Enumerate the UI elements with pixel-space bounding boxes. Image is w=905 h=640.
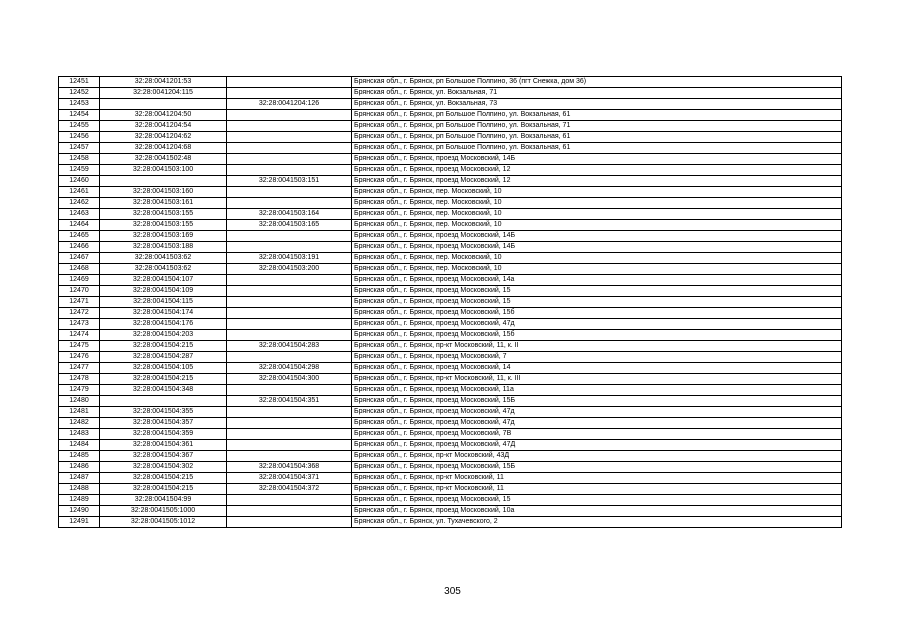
property-table-body: [59, 77, 842, 528]
address-cell: Брянская обл., г. Брянск, рп Большое Полпино, ул. Вокзальная, 61: [352, 143, 842, 154]
address-cell: Брянская обл., г. Брянск, пер. Московский, 10: [352, 253, 842, 264]
related-cadastral-number-cell: 32:28:0041503:164: [227, 209, 352, 220]
cadastral-number-cell: 32:28:0041503:100: [100, 165, 227, 176]
table-row: [59, 451, 842, 462]
related-cadastral-number-cell: [227, 275, 352, 286]
table-row: [59, 308, 842, 319]
table-row: [59, 352, 842, 363]
row-number-cell: 12452: [59, 88, 100, 99]
cadastral-number-cell: 32:28:0041201:53: [100, 77, 227, 88]
table-row: [59, 495, 842, 506]
cadastral-number-cell: 32:28:0041505:1012: [100, 517, 227, 528]
table-row: [59, 220, 842, 231]
address-cell: Брянская обл., г. Брянск, рп Большое Полпино, ул. Вокзальная, 61: [352, 132, 842, 143]
address-cell: Брянская обл., г. Брянск, пер. Московский, 10: [352, 220, 842, 231]
row-number-cell: 12453: [59, 99, 100, 110]
page-number: 305: [444, 586, 461, 597]
cadastral-number-cell: 32:28:0041504:105: [100, 363, 227, 374]
address-cell: Брянская обл., г. Брянск, проезд Московский, 47д: [352, 319, 842, 330]
cadastral-number-cell: [100, 99, 227, 110]
row-number-cell: 12468: [59, 264, 100, 275]
related-cadastral-number-cell: [227, 429, 352, 440]
table-row: [59, 209, 842, 220]
cadastral-number-cell: 32:28:0041504:203: [100, 330, 227, 341]
table-row: [59, 484, 842, 495]
row-number-cell: 12483: [59, 429, 100, 440]
related-cadastral-number-cell: [227, 187, 352, 198]
table-row: [59, 385, 842, 396]
table-row: [59, 374, 842, 385]
related-cadastral-number-cell: [227, 308, 352, 319]
row-number-cell: 12482: [59, 418, 100, 429]
cadastral-number-cell: 32:28:0041504:367: [100, 451, 227, 462]
row-number-cell: 12470: [59, 286, 100, 297]
row-number-cell: 12469: [59, 275, 100, 286]
row-number-cell: 12458: [59, 154, 100, 165]
row-number-cell: 12464: [59, 220, 100, 231]
cadastral-number-cell: 32:28:0041503:155: [100, 220, 227, 231]
cadastral-number-cell: 32:28:0041504:215: [100, 473, 227, 484]
cadastral-number-cell: 32:28:0041504:359: [100, 429, 227, 440]
related-cadastral-number-cell: [227, 165, 352, 176]
related-cadastral-number-cell: [227, 231, 352, 242]
address-cell: Брянская обл., г. Брянск, проезд Московский, 14: [352, 363, 842, 374]
cadastral-number-cell: [100, 176, 227, 187]
row-number-cell: 12480: [59, 396, 100, 407]
table-row: [59, 110, 842, 121]
address-cell: Брянская обл., г. Брянск, рп Большое Полпино, ул. Вокзальная, 61: [352, 110, 842, 121]
row-number-cell: 12477: [59, 363, 100, 374]
address-cell: Брянская обл., г. Брянск, проезд Московский, 11а: [352, 385, 842, 396]
related-cadastral-number-cell: [227, 517, 352, 528]
address-cell: Брянская обл., г. Брянск, проезд Московский, 15Б: [352, 396, 842, 407]
related-cadastral-number-cell: [227, 297, 352, 308]
table-row: [59, 429, 842, 440]
row-number-cell: 12487: [59, 473, 100, 484]
address-cell: Брянская обл., г. Брянск, проезд Московский, 7В: [352, 429, 842, 440]
address-cell: Брянская обл., г. Брянск, проезд Московский, 15Б: [352, 462, 842, 473]
table-row: [59, 330, 842, 341]
cadastral-number-cell: 32:28:0041504:355: [100, 407, 227, 418]
table-row: [59, 121, 842, 132]
row-number-cell: 12485: [59, 451, 100, 462]
related-cadastral-number-cell: [227, 330, 352, 341]
cadastral-number-cell: 32:28:0041503:161: [100, 198, 227, 209]
table-row: [59, 473, 842, 484]
cadastral-number-cell: 32:28:0041503:62: [100, 253, 227, 264]
table-row: [59, 165, 842, 176]
cadastral-number-cell: 32:28:0041503:160: [100, 187, 227, 198]
table-row: [59, 198, 842, 209]
row-number-cell: 12475: [59, 341, 100, 352]
table-row: [59, 418, 842, 429]
cadastral-number-cell: 32:28:0041504:215: [100, 341, 227, 352]
related-cadastral-number-cell: 32:28:0041503:151: [227, 176, 352, 187]
row-number-cell: 12473: [59, 319, 100, 330]
table-row: [59, 517, 842, 528]
table-row: [59, 341, 842, 352]
row-number-cell: 12455: [59, 121, 100, 132]
row-number-cell: 12461: [59, 187, 100, 198]
table-row: [59, 231, 842, 242]
table-row: [59, 176, 842, 187]
related-cadastral-number-cell: 32:28:0041503:200: [227, 264, 352, 275]
related-cadastral-number-cell: [227, 242, 352, 253]
cadastral-number-cell: 32:28:0041504:215: [100, 484, 227, 495]
row-number-cell: 12459: [59, 165, 100, 176]
table-row: [59, 286, 842, 297]
address-cell: Брянская обл., г. Брянск, проезд Московский, 10а: [352, 506, 842, 517]
related-cadastral-number-cell: 32:28:0041504:368: [227, 462, 352, 473]
related-cadastral-number-cell: 32:28:0041504:371: [227, 473, 352, 484]
address-cell: Брянская обл., г. Брянск, пер. Московский, 10: [352, 198, 842, 209]
related-cadastral-number-cell: 32:28:0041504:372: [227, 484, 352, 495]
address-cell: Брянская обл., г. Брянск, ул. Вокзальная, 73: [352, 99, 842, 110]
cadastral-number-cell: 32:28:0041504:302: [100, 462, 227, 473]
related-cadastral-number-cell: 32:28:0041504:283: [227, 341, 352, 352]
cadastral-number-cell: 32:28:0041204:115: [100, 88, 227, 99]
related-cadastral-number-cell: 32:28:0041504:298: [227, 363, 352, 374]
address-cell: Брянская обл., г. Брянск, ул. Тухачевского, 2: [352, 517, 842, 528]
row-number-cell: 12490: [59, 506, 100, 517]
related-cadastral-number-cell: [227, 495, 352, 506]
row-number-cell: 12472: [59, 308, 100, 319]
table-row: [59, 242, 842, 253]
related-cadastral-number-cell: [227, 110, 352, 121]
cadastral-number-cell: 32:28:0041504:174: [100, 308, 227, 319]
row-number-cell: 12489: [59, 495, 100, 506]
address-cell: Брянская обл., г. Брянск, проезд Московский, 15: [352, 286, 842, 297]
related-cadastral-number-cell: [227, 506, 352, 517]
address-cell: Брянская обл., г. Брянск, пер. Московский, 10: [352, 187, 842, 198]
address-cell: Брянская обл., г. Брянск, проезд Московский, 14а: [352, 275, 842, 286]
row-number-cell: 12488: [59, 484, 100, 495]
row-number-cell: 12454: [59, 110, 100, 121]
cadastral-number-cell: 32:28:0041204:54: [100, 121, 227, 132]
table-row: [59, 363, 842, 374]
related-cadastral-number-cell: 32:28:0041504:300: [227, 374, 352, 385]
related-cadastral-number-cell: 32:28:0041504:351: [227, 396, 352, 407]
address-cell: Брянская обл., г. Брянск, пер. Московский, 10: [352, 264, 842, 275]
related-cadastral-number-cell: [227, 154, 352, 165]
cadastral-number-cell: 32:28:0041505:1000: [100, 506, 227, 517]
row-number-cell: 12460: [59, 176, 100, 187]
table-row: [59, 297, 842, 308]
related-cadastral-number-cell: [227, 385, 352, 396]
row-number-cell: 12478: [59, 374, 100, 385]
property-table: [58, 76, 842, 528]
table-row: [59, 396, 842, 407]
address-cell: Брянская обл., г. Брянск, проезд Московский, 7: [352, 352, 842, 363]
address-cell: Брянская обл., г. Брянск, проезд Московский, 14Б: [352, 154, 842, 165]
table-row: [59, 275, 842, 286]
cadastral-number-cell: [100, 396, 227, 407]
address-cell: Брянская обл., г. Брянск, проезд Московский, 15: [352, 297, 842, 308]
related-cadastral-number-cell: [227, 143, 352, 154]
table-row: [59, 440, 842, 451]
table-row: [59, 88, 842, 99]
cadastral-number-cell: 32:28:0041204:62: [100, 132, 227, 143]
table-row: [59, 407, 842, 418]
related-cadastral-number-cell: [227, 407, 352, 418]
table-row: [59, 506, 842, 517]
cadastral-number-cell: 32:28:0041504:357: [100, 418, 227, 429]
cadastral-number-cell: 32:28:0041504:99: [100, 495, 227, 506]
address-cell: Брянская обл., г. Брянск, проезд Московский, 12: [352, 176, 842, 187]
address-cell: Брянская обл., г. Брянск, пр-кт Московский, 11, к. III: [352, 374, 842, 385]
address-cell: Брянская обл., г. Брянск, проезд Московский, 47д: [352, 418, 842, 429]
row-number-cell: 12471: [59, 297, 100, 308]
address-cell: Брянская обл., г. Брянск, проезд Московский, 47Д: [352, 440, 842, 451]
cadastral-number-cell: 32:28:0041504:109: [100, 286, 227, 297]
related-cadastral-number-cell: [227, 418, 352, 429]
related-cadastral-number-cell: [227, 440, 352, 451]
table-row: [59, 132, 842, 143]
address-cell: Брянская обл., г. Брянск, рп Большое Полпино, ул. Вокзальная, 71: [352, 121, 842, 132]
row-number-cell: 12457: [59, 143, 100, 154]
address-cell: Брянская обл., г. Брянск, пр-кт Московский, 43Д: [352, 451, 842, 462]
table-row: [59, 77, 842, 88]
row-number-cell: 12463: [59, 209, 100, 220]
table-row: [59, 99, 842, 110]
table-row: [59, 319, 842, 330]
cadastral-number-cell: 32:28:0041504:115: [100, 297, 227, 308]
table-row: [59, 462, 842, 473]
row-number-cell: 12451: [59, 77, 100, 88]
address-cell: Брянская обл., г. Брянск, пер. Московский, 10: [352, 209, 842, 220]
table-row: [59, 154, 842, 165]
table-row: [59, 253, 842, 264]
row-number-cell: 12481: [59, 407, 100, 418]
address-cell: Брянская обл., г. Брянск, проезд Московский, 15б: [352, 330, 842, 341]
related-cadastral-number-cell: [227, 319, 352, 330]
cadastral-number-cell: 32:28:0041503:169: [100, 231, 227, 242]
row-number-cell: 12484: [59, 440, 100, 451]
cadastral-number-cell: 32:28:0041503:155: [100, 209, 227, 220]
cadastral-number-cell: 32:28:0041503:188: [100, 242, 227, 253]
row-number-cell: 12465: [59, 231, 100, 242]
row-number-cell: 12467: [59, 253, 100, 264]
address-cell: Брянская обл., г. Брянск, проезд Московский, 15б: [352, 308, 842, 319]
related-cadastral-number-cell: 32:28:0041503:165: [227, 220, 352, 231]
address-cell: Брянская обл., г. Брянск, пр-кт Московский, 11: [352, 473, 842, 484]
row-number-cell: 12479: [59, 385, 100, 396]
related-cadastral-number-cell: 32:28:0041503:191: [227, 253, 352, 264]
address-cell: Брянская обл., г. Брянск, проезд Московский, 14Б: [352, 231, 842, 242]
related-cadastral-number-cell: [227, 88, 352, 99]
related-cadastral-number-cell: [227, 286, 352, 297]
address-cell: Брянская обл., г. Брянск, проезд Московский, 12: [352, 165, 842, 176]
row-number-cell: 12476: [59, 352, 100, 363]
related-cadastral-number-cell: [227, 132, 352, 143]
address-cell: Брянская обл., г. Брянск, проезд Московский, 15: [352, 495, 842, 506]
address-cell: Брянская обл., г. Брянск, ул. Вокзальная, 71: [352, 88, 842, 99]
cadastral-number-cell: 32:28:0041504:107: [100, 275, 227, 286]
related-cadastral-number-cell: [227, 77, 352, 88]
row-number-cell: 12486: [59, 462, 100, 473]
row-number-cell: 12491: [59, 517, 100, 528]
related-cadastral-number-cell: [227, 121, 352, 132]
related-cadastral-number-cell: 32:28:0041204:126: [227, 99, 352, 110]
row-number-cell: 12456: [59, 132, 100, 143]
cadastral-number-cell: 32:28:0041504:176: [100, 319, 227, 330]
related-cadastral-number-cell: [227, 451, 352, 462]
related-cadastral-number-cell: [227, 198, 352, 209]
row-number-cell: 12462: [59, 198, 100, 209]
row-number-cell: 12466: [59, 242, 100, 253]
address-cell: Брянская обл., г. Брянск, пр-кт Московский, 11, к. II: [352, 341, 842, 352]
row-number-cell: 12474: [59, 330, 100, 341]
cadastral-number-cell: 32:28:0041504:215: [100, 374, 227, 385]
address-cell: Брянская обл., г. Брянск, проезд Московский, 47д: [352, 407, 842, 418]
cadastral-number-cell: 32:28:0041504:287: [100, 352, 227, 363]
cadastral-number-cell: 32:28:0041503:62: [100, 264, 227, 275]
address-cell: Брянская обл., г. Брянск, рп Большое Полпино, 36 (пгт Снежка, дом 36): [352, 77, 842, 88]
table-row: [59, 187, 842, 198]
table-row: [59, 143, 842, 154]
cadastral-number-cell: 32:28:0041204:68: [100, 143, 227, 154]
cadastral-number-cell: 32:28:0041502:48: [100, 154, 227, 165]
cadastral-number-cell: 32:28:0041504:348: [100, 385, 227, 396]
cadastral-number-cell: 32:28:0041504:361: [100, 440, 227, 451]
related-cadastral-number-cell: [227, 352, 352, 363]
address-cell: Брянская обл., г. Брянск, проезд Московский, 14Б: [352, 242, 842, 253]
address-cell: Брянская обл., г. Брянск, пр-кт Московский, 11: [352, 484, 842, 495]
table-row: [59, 264, 842, 275]
cadastral-number-cell: 32:28:0041204:50: [100, 110, 227, 121]
